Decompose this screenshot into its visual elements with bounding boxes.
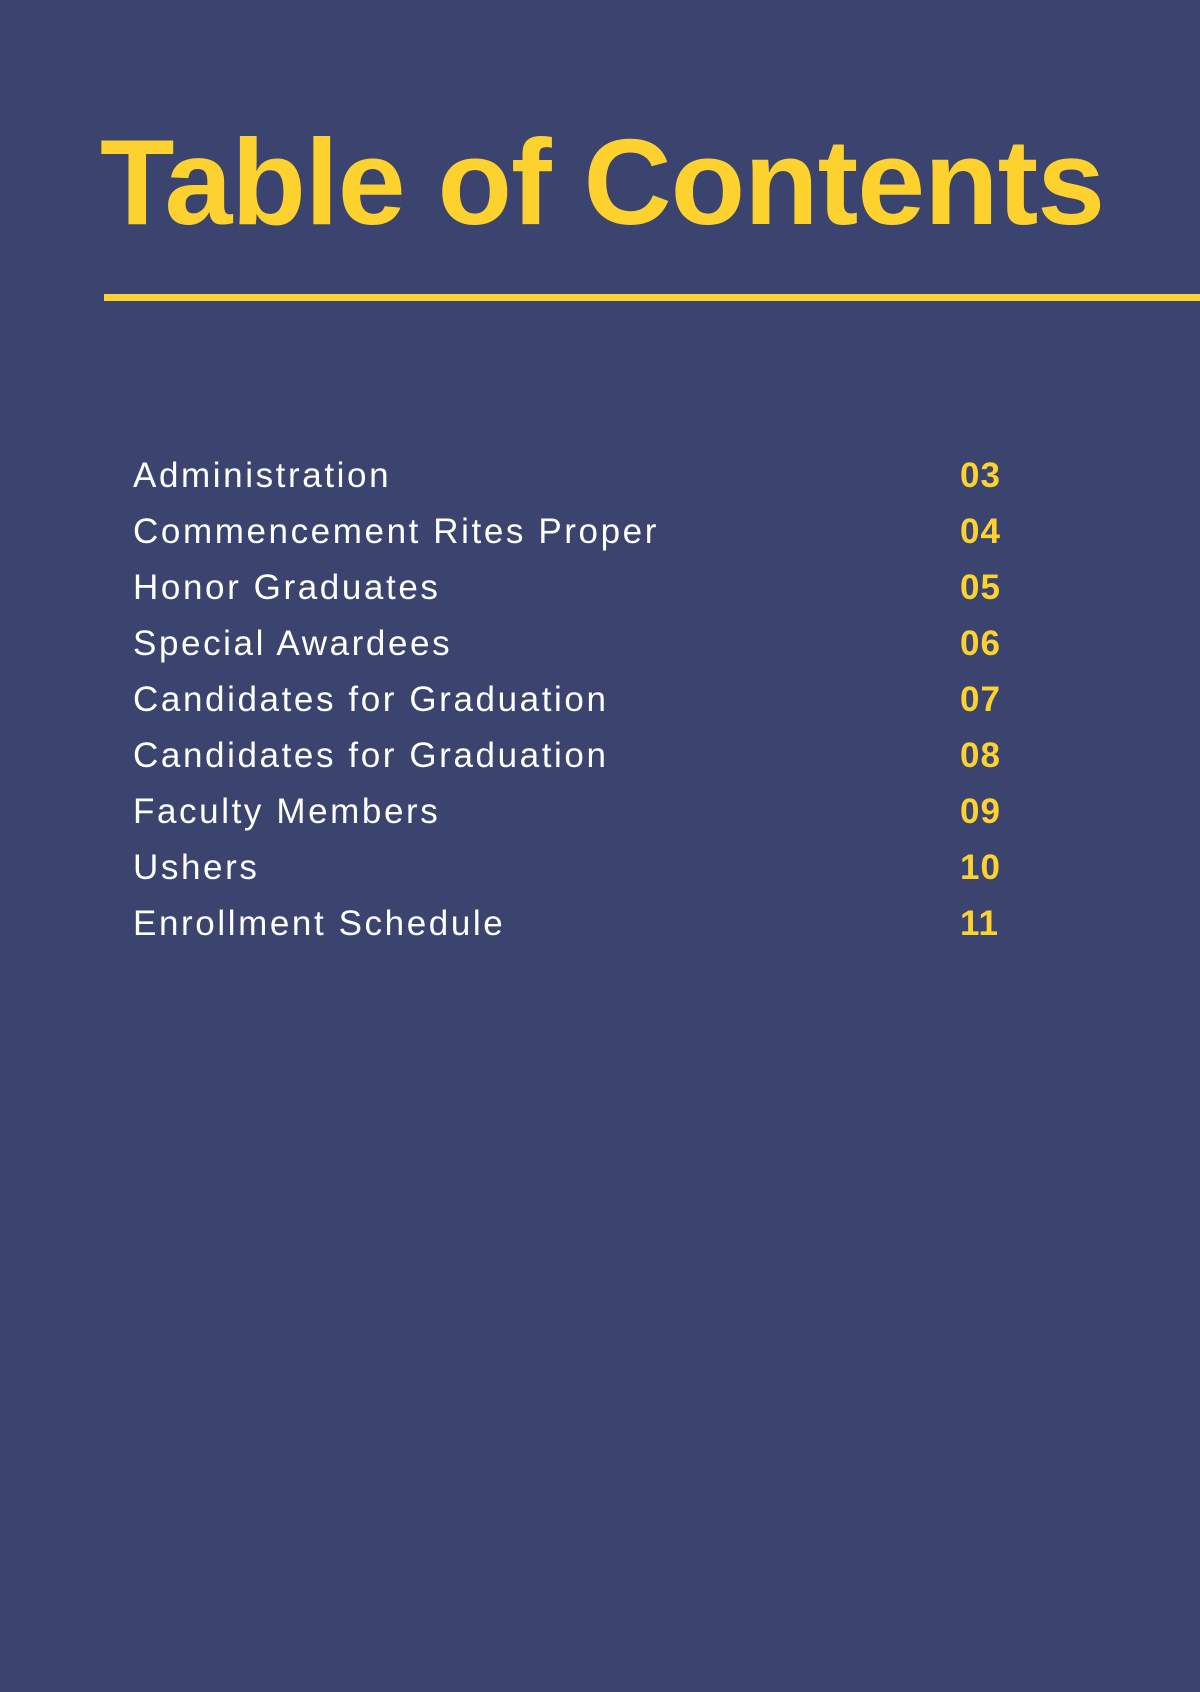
toc-entry-label: Candidates for Graduation bbox=[133, 736, 609, 775]
toc-entry-candidates-for-graduation[interactable] bbox=[133, 672, 1013, 728]
toc-entry-label: Administration bbox=[133, 456, 392, 495]
toc-entry-label: Ushers bbox=[133, 848, 260, 887]
toc-entry-ushers[interactable] bbox=[133, 840, 1013, 896]
toc-entry-label: Special Awardees bbox=[133, 624, 453, 663]
toc-entry-label: Honor Graduates bbox=[133, 568, 441, 607]
toc-entry-honor-graduates[interactable] bbox=[133, 560, 1013, 616]
toc-entry-label: Commencement Rites Proper bbox=[133, 512, 659, 551]
page-title: Table of Contents bbox=[100, 114, 1105, 250]
title-divider bbox=[104, 294, 1200, 301]
toc-entry-candidates-for-graduation[interactable] bbox=[133, 728, 1013, 784]
toc-entry-commencement-rites-proper[interactable] bbox=[133, 504, 1013, 560]
toc-entry-page-number: 03 bbox=[960, 456, 1001, 495]
toc-entry-page-number: 06 bbox=[960, 624, 1001, 663]
toc-list bbox=[133, 448, 1013, 952]
toc-entry-label: Faculty Members bbox=[133, 792, 441, 831]
toc-entry-page-number: 10 bbox=[960, 848, 1001, 887]
toc-entry-enrollment-schedule[interactable] bbox=[133, 896, 1013, 952]
toc-entry-page-number: 09 bbox=[960, 792, 1001, 831]
toc-entry-administration[interactable] bbox=[133, 448, 1013, 504]
toc-entry-label: Enrollment Schedule bbox=[133, 904, 506, 943]
toc-entry-page-number: 08 bbox=[960, 736, 1001, 775]
toc-entry-label: Candidates for Graduation bbox=[133, 680, 609, 719]
toc-entry-special-awardees[interactable] bbox=[133, 616, 1013, 672]
toc-entry-page-number: 07 bbox=[960, 680, 1001, 719]
toc-entry-page-number: 04 bbox=[960, 512, 1001, 551]
toc-entry-faculty-members[interactable] bbox=[133, 784, 1013, 840]
toc-entry-page-number: 05 bbox=[960, 568, 1001, 607]
toc-entry-page-number: 11 bbox=[960, 904, 999, 943]
